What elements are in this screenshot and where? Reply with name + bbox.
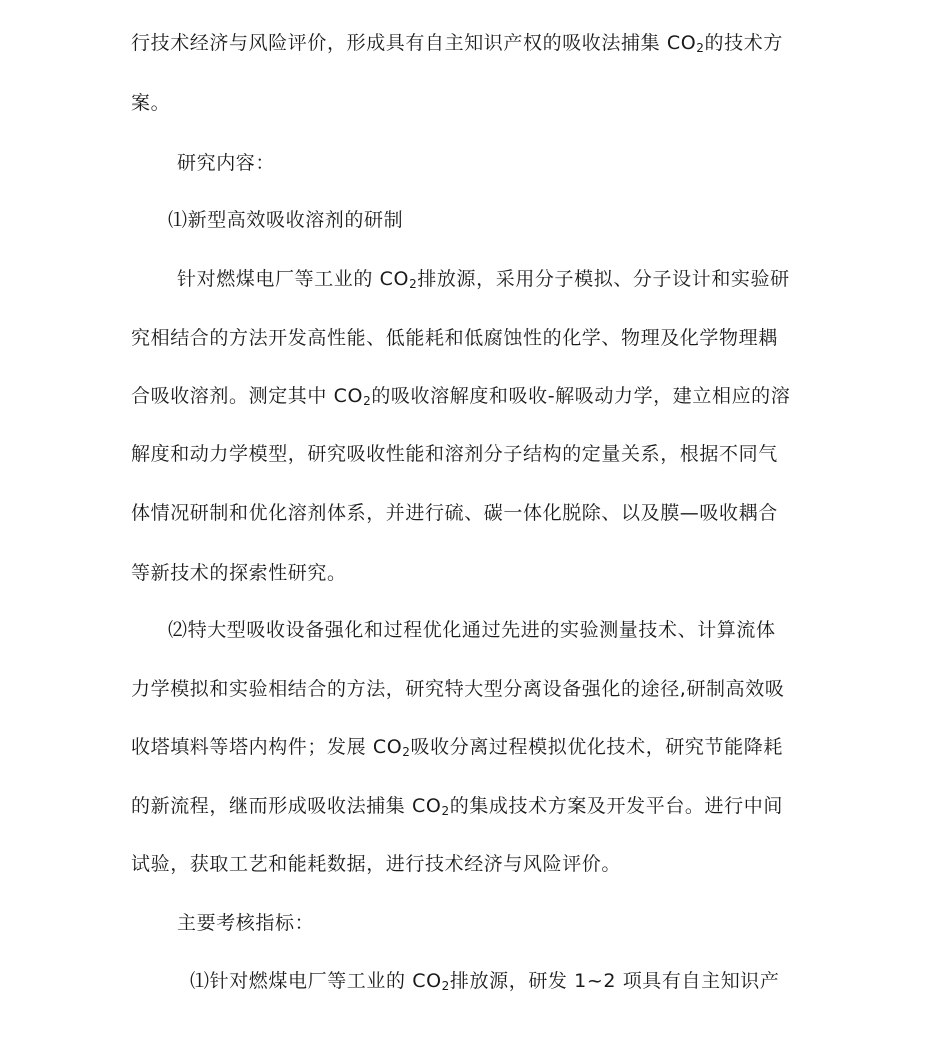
section-heading: 主要考核指标： [177, 912, 315, 934]
text-line: 力学模拟和实验相结合的方法，研究特大型分离设备强化的途径,研制高效吸 [131, 678, 785, 700]
text-line: 的新流程，继而形成吸收法捕集 $CO_2$的集成技术方案及开发平台。进行中间 [131, 795, 783, 818]
text-line: 试验，获取工艺和能耗数据，进行技术经济与风险评价。 [131, 853, 622, 875]
subsection-heading: ⑵特大型吸收设备强化和过程优化通过先进的实验测量技术、计算流体 [168, 619, 776, 641]
section-heading: 研究内容： [177, 152, 276, 174]
text-line: 解度和动力学模型，研究吸收性能和溶剂分子结构的定量关系，根据不同气 [131, 443, 778, 465]
subsection-heading: ⑴新型高效吸收溶剂的研制 [168, 209, 404, 231]
text-line: 合吸收溶剂。测定其中 $CO_2$的吸收溶解度和吸收-解吸动力学，建立相应的溶 [131, 385, 791, 408]
text-line: 收塔填料等塔内构件；发展 $CO_2$吸收分离过程模拟优化技术，研究节能降耗 [131, 736, 783, 759]
text-line: 究相结合的方法开发高性能、低能耗和低腐蚀性的化学、物理及化学物理耦 [131, 327, 778, 349]
text-line: 行技术经济与风险评价，形成具有自主知识产权的吸收法捕集 $CO_2$的技术方 [131, 32, 783, 55]
text-line: 案。 [131, 92, 171, 114]
text-line: ⑴针对燃煤电厂等工业的 $CO_2$排放源，研发 1~2 项具有自主知识产 [190, 970, 780, 993]
text-line: 等新技术的探索性研究。 [131, 562, 347, 584]
text-line: 体情况研制和优化溶剂体系，并进行硫、碳一体化脱除、以及膜—吸收耦合 [131, 502, 778, 524]
text-line: 针对燃煤电厂等工业的 $CO_2$排放源，采用分子模拟、分子设计和实验研 [177, 268, 790, 291]
